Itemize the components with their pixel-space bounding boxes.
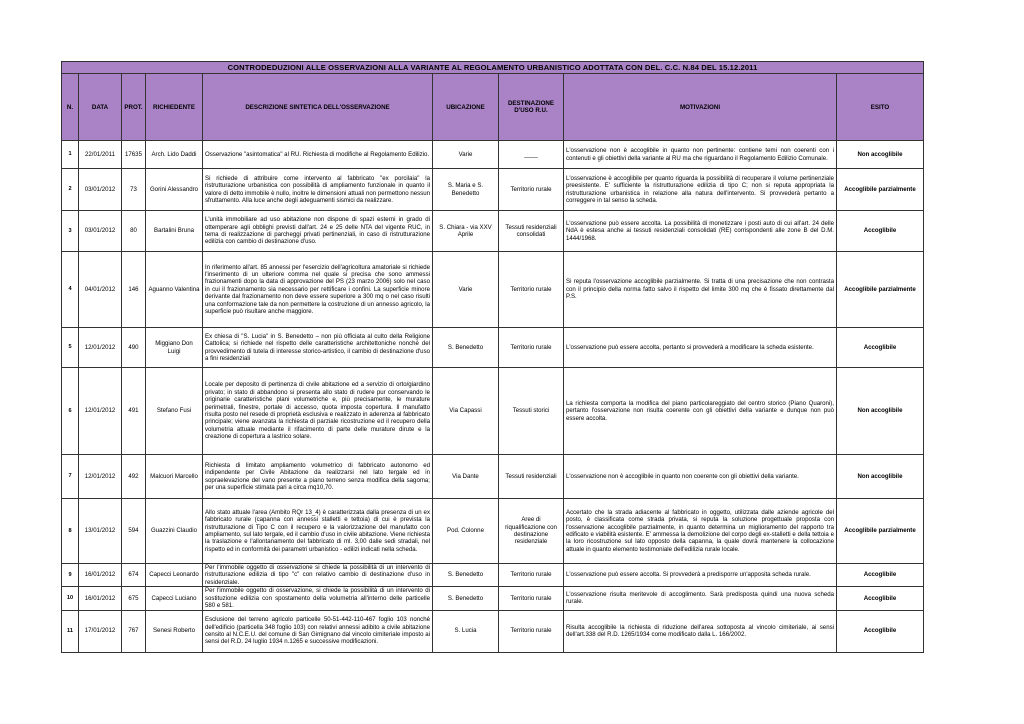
cell-descrizione: Ex chiesa di "S. Lucia" in S. Benedetto – non più officiata al culto della Religione Cattolica; si richiede nel rispetto delle caratteristiche architettoniche nonché del provvedimento di tutela di interesse storico-artistico, il cambio di destinazione d'uso a fini residenziali bbox=[203, 328, 433, 368]
cell-ubicazione: Pod. Colonne bbox=[433, 499, 499, 564]
cell-richiedente: Gorini Alessandro bbox=[146, 169, 203, 211]
header-motivazioni: MOTIVAZIONI bbox=[564, 74, 837, 141]
cell-data: 17/01/2012 bbox=[79, 610, 122, 652]
table-row bbox=[62, 499, 924, 564]
cell-prot: 17635 bbox=[122, 141, 146, 169]
cell-data: 22/01/2011 bbox=[79, 141, 122, 169]
cell-data: 13/01/2012 bbox=[79, 499, 122, 564]
cell-prot: 767 bbox=[122, 610, 146, 652]
cell-data: 12/01/2012 bbox=[79, 455, 122, 499]
cell-motivazioni: La richiesta comporta la modifica del piano particolareggiato del centro storico (Piano Quaroni), pertanto l'osservazione non risulta coerente con gli obiettivi della variante e dunque non può essere accolta. bbox=[564, 368, 837, 455]
cell-destinazione: Tessuti residenziali bbox=[499, 455, 564, 499]
cell-n: 10 bbox=[62, 587, 79, 610]
cell-motivazioni: L'osservazione non è accoglibile in quanto non coerente con gli obiettivi della variante. bbox=[564, 455, 837, 499]
cell-richiedente: Aguanno Valentina bbox=[146, 252, 203, 328]
header-descrizione: DESCRIZIONE SINTETICA DELL'OSSERVAZIONE bbox=[203, 74, 433, 141]
cell-esito: Accoglibile bbox=[837, 587, 924, 610]
cell-esito: Non accoglibile bbox=[837, 141, 924, 169]
cell-ubicazione: S. Lucia bbox=[433, 610, 499, 652]
cell-n: 5 bbox=[62, 328, 79, 368]
cell-data: 16/01/2012 bbox=[79, 564, 122, 587]
cell-descrizione: Richiesta di limitato ampliamento volumetrico di fabbricato autonomo ed indipendente per Civile Abitazione da realizzarsi nel lato tergale ed in sopraelevazione del vano presente a piano terreno senza modifica della sagoma; per una superficie stimata pari a circa mq10,70. bbox=[203, 455, 433, 499]
cell-data: 12/01/2012 bbox=[79, 368, 122, 455]
cell-data: 03/01/2012 bbox=[79, 211, 122, 252]
cell-ubicazione: Varie bbox=[433, 252, 499, 328]
cell-esito: Accoglibile bbox=[837, 610, 924, 652]
cell-data: 16/01/2012 bbox=[79, 587, 122, 610]
header-row bbox=[62, 74, 924, 141]
cell-descrizione: Locale per deposito di pertinenza di civile abitazione ed a servizio di orto/giardino privato; in stato di abbandono si presenta allo stato di rudere pur conservando le originarie caratteristiche plani volumetriche e, più precisamente, le murature perimetrali, finestre, portale di accesso, quota imposta copertura. Il manufatto risulta posto nel resede di proprietà esclusiva e realizzato in aderenza al fabbricato principale; viene avanzata la richiesta di parziale ricostruzione ed il recupero della volumetria attuale mediante il rifacimento di parte delle murature dirute e la creazione di copertura a lastrico solare. bbox=[203, 368, 433, 455]
table-row bbox=[62, 368, 924, 455]
cell-richiedente: Stefano Fusi bbox=[146, 368, 203, 455]
cell-richiedente: Guazzini Claudio bbox=[146, 499, 203, 564]
observations-table bbox=[61, 61, 924, 653]
cell-destinazione: Tessuti storici bbox=[499, 368, 564, 455]
cell-esito: Accoglibile parzialmente bbox=[837, 169, 924, 211]
cell-prot: 594 bbox=[122, 499, 146, 564]
cell-descrizione: Allo stato attuale l'area (Ambito RQr 13_4) è caratterizzata dalla presenza di un ex fabbricato rurale (capanna con annessi stalletti e tettoia) di cui è prevista la ristrutturazione di Tipo C con il recupero e la valorizzazione del manufatto con ampliamento, sul lato tergale, ed il cambio d'uso in civile abitazione. Viene richiesta la traslazione e l'allontanamento del fabbricato di ml. 3,00 dalle sedi stradali, nel rispetto ed in conformità dei parametri urbanistico - edilizi indicati nella scheda. bbox=[203, 499, 433, 564]
cell-destinazione: Territorio rurale bbox=[499, 252, 564, 328]
cell-n: 1 bbox=[62, 141, 79, 169]
cell-prot: 675 bbox=[122, 587, 146, 610]
cell-esito: Non accoglibile bbox=[837, 455, 924, 499]
cell-esito: Accoglibile bbox=[837, 211, 924, 252]
cell-n: 7 bbox=[62, 455, 79, 499]
header-n: N. bbox=[62, 74, 79, 141]
table-title: CONTRODEDUZIONI ALLE OSSERVAZIONI ALLA VARIANTE AL REGOLAMENTO URBANISTICO ADOTTATA CON DEL. C.C. N.84 DEL 15.12.2011 bbox=[62, 62, 924, 74]
cell-richiedente: Capecci Luciano bbox=[146, 587, 203, 610]
cell-n: 9 bbox=[62, 564, 79, 587]
cell-destinazione: Territorio rurale bbox=[499, 587, 564, 610]
table-row bbox=[62, 169, 924, 211]
cell-esito: Non accoglibile bbox=[837, 368, 924, 455]
header-esito: ESITO bbox=[837, 74, 924, 141]
cell-richiedente: Malcuori Marcello bbox=[146, 455, 203, 499]
header-richiedente: RICHIEDENTE bbox=[146, 74, 203, 141]
cell-destinazione: Territorio rurale bbox=[499, 564, 564, 587]
cell-n: 2 bbox=[62, 169, 79, 211]
cell-ubicazione: S. Chiara - via XXV Aprile bbox=[433, 211, 499, 252]
cell-n: 4 bbox=[62, 252, 79, 328]
cell-prot: 73 bbox=[122, 169, 146, 211]
cell-motivazioni: L'osservazione non è accoglibile in quanto non pertinente: contiene temi non coerenti con i contenuti e gli obiettivi della variante al RU ma che riguardano il Regolamento Edilizio Comunale. bbox=[564, 141, 837, 169]
cell-richiedente: Arch. Lido Daddi bbox=[146, 141, 203, 169]
cell-descrizione: Per l'immobile oggetto di osservazione, si chiede la possibilità di un intervento di sostituzione edilizia con spostamento della volumetria all'interno delle particelle 580 e 581. bbox=[203, 587, 433, 610]
cell-esito: Accoglibile parzialmente bbox=[837, 499, 924, 564]
cell-prot: 490 bbox=[122, 328, 146, 368]
cell-esito: Accoglibile bbox=[837, 564, 924, 587]
cell-data: 04/01/2012 bbox=[79, 252, 122, 328]
cell-destinazione: Aree di riqualificazione con destinazione residenziale bbox=[499, 499, 564, 564]
table-row bbox=[62, 141, 924, 169]
cell-ubicazione: Varie bbox=[433, 141, 499, 169]
cell-n: 3 bbox=[62, 211, 79, 252]
cell-esito: Accoglibile parzialmente bbox=[837, 252, 924, 328]
cell-motivazioni: L'osservazione può essere accolta, pertanto si provvederà a modificare la scheda esistente. bbox=[564, 328, 837, 368]
cell-motivazioni: L'osservazione può essere accolta. La possibilità di monetizzare i posti auto di cui all'art. 24 delle NdA è estesa anche ai tessuti residenziali consolidati (RE) corrispondenti alle zone B del D.M. 1444/1968. bbox=[564, 211, 837, 252]
header-prot: PROT. bbox=[122, 74, 146, 141]
cell-data: 12/01/2012 bbox=[79, 328, 122, 368]
cell-ubicazione: Via Capassi bbox=[433, 368, 499, 455]
cell-n: 11 bbox=[62, 610, 79, 652]
cell-ubicazione: S. Benedetto bbox=[433, 587, 499, 610]
cell-motivazioni: L'osservazione è accoglibile per quanto riguarda la possibilità di recuperare il volume pertinenziale preesistente. E' sufficiente la ristrutturazione edilizia di tipo C; non si reputa appropriata la ristrutturazione urbanistica in relazione alla natura dell'intervento. Si provvederà pertanto a correggere in tal senso la scheda. bbox=[564, 169, 837, 211]
cell-prot: 80 bbox=[122, 211, 146, 252]
cell-ubicazione: S. Maria e S. Benedetto bbox=[433, 169, 499, 211]
cell-esito: Accoglibile bbox=[837, 328, 924, 368]
cell-descrizione: Per l'immobile oggetto di osservazione si chiede la possibilità di un intervento di ristrutturazione edilizia di tipo "c" con relativo cambio di destinazione d'uso in residenziale. bbox=[203, 564, 433, 587]
cell-ubicazione: Via Dante bbox=[433, 455, 499, 499]
cell-richiedente: Senesi Roberto bbox=[146, 610, 203, 652]
cell-n: 8 bbox=[62, 499, 79, 564]
cell-prot: 674 bbox=[122, 564, 146, 587]
cell-motivazioni: Accertato che la strada adiacente al fabbricato in oggetto, utilizzata dalle aziende agricole del posto, è classificata come strada privata, si reputa la soluzione progettuale proposta con l'osservazione accoglibile parzialmente, in quanto determina un miglioramento del rapporto tra edificato e viabilità esistente. E' ammessa la demolizione del corpo degli ex-stalletti e della tettoia e la loro ricostruzione sul lato opposto della capanna, la quale dovrà mantenere la collocazione attuale in quanto elemento testimoniale dell'edilizia rurale locale. bbox=[564, 499, 837, 564]
cell-motivazioni: Si reputa l'osservazione accoglibile parzialmente. Si tratta di una precisazione che non contrasta con il principio della norma fatto salvo il rispetto del limite 300 mq che è fissato direttamente dal P.S. bbox=[564, 252, 837, 328]
table-row bbox=[62, 587, 924, 610]
cell-destinazione: Territorio rurale bbox=[499, 328, 564, 368]
cell-richiedente: Capecci Leonardo bbox=[146, 564, 203, 587]
table-row bbox=[62, 328, 924, 368]
cell-destinazione: Territorio rurale bbox=[499, 169, 564, 211]
table-row bbox=[62, 455, 924, 499]
cell-motivazioni: L'osservazione può essere accolta. Si provvederà a predisporre un'apposita scheda rurale. bbox=[564, 564, 837, 587]
cell-descrizione: Si richiede di attribuire come intervento al fabbricato "ex porcilaia" la ristrutturazione urbanistica con possibilità di ampliamento funzionale in quanto il valore di detto immobile è nullo, inoltre le dimensioni attuali non permettono nessun sfruttamento. Alla luce anche degli adeguamenti sismici da realizzare. bbox=[203, 169, 433, 211]
table-row bbox=[62, 211, 924, 252]
table-row bbox=[62, 252, 924, 328]
table-row bbox=[62, 564, 924, 587]
cell-ubicazione: S. Benedetto bbox=[433, 328, 499, 368]
cell-ubicazione: S. Benedetto bbox=[433, 564, 499, 587]
header-ubicazione: UBICAZIONE bbox=[433, 74, 499, 141]
cell-descrizione: L'unità immobiliare ad uso abitazione non dispone di spazi esterni in grado di ottemperare agli obblighi previsti dall'art. 24 e 25 delle NTA del vigente RUC, in tema di realizzazione di parcheggi privati pertinenziali, in caso di ristrutturazione edilizia con cambio di destinazione d'uso. bbox=[203, 211, 433, 252]
cell-n: 6 bbox=[62, 368, 79, 455]
cell-motivazioni: L'osservazione risulta meritevole di accoglimento. Sarà predisposta quindi una nuova scheda rurale. bbox=[564, 587, 837, 610]
cell-data: 03/01/2012 bbox=[79, 169, 122, 211]
cell-richiedente: Bartalini Bruna bbox=[146, 211, 203, 252]
cell-destinazione: Tessuti residenziali consolidati bbox=[499, 211, 564, 252]
cell-descrizione: Osservazione "asintomatica" al RU. Richiesta di modifiche al Regolamento Edilizio. bbox=[203, 141, 433, 169]
header-data: DATA bbox=[79, 74, 122, 141]
cell-destinazione: Territorio rurale bbox=[499, 610, 564, 652]
cell-richiedente: Miggiano Don Luigi bbox=[146, 328, 203, 368]
cell-prot: 491 bbox=[122, 368, 146, 455]
header-destinazione: DESTINAZIONE D'USO R.U. bbox=[499, 74, 564, 141]
cell-destinazione: ____ bbox=[499, 141, 564, 169]
cell-motivazioni: Risulta accoglibile la richiesta di riduzione dell'area sottoposta al vincolo cimiteriale, ai sensi dell'art.338 del R.D. 1265/1934 come modificato dalla L. 166/2002. bbox=[564, 610, 837, 652]
table-row bbox=[62, 610, 924, 652]
cell-descrizione: In riferimento all'art. 85 annessi per l'esercizio dell'agricoltura amatoriale si richiede l'inserimento di un ulteriore comma nel quale si precisa che sono ammessi frazionamenti dopo la data di approvazione del PS (23 marzo 2006) solo nel caso in cui il frazionamento sia necessario per rettificare i confini. La superficie minore derivante dal frazionamento non deve essere superiore a 300 mq o nel caso risulti una conformazione tale da non permettere la costruzione di un annesso agricolo, la superficie può risultare anche maggiore. bbox=[203, 252, 433, 328]
cell-prot: 492 bbox=[122, 455, 146, 499]
cell-prot: 146 bbox=[122, 252, 146, 328]
cell-descrizione: Esclusione del terreno agricolo particelle 50-51-442-110-467 foglio 103 nonché dell'edificio (particella 348 foglio 103) con relativi annessi adibito a civile abitazione censito al N.C.E.U. del comune di San Gimignano dal vincolo cimiteriale imposto ai sensi del R.D. 24 luglio 1934 n.1265 e successive modificazioni. bbox=[203, 610, 433, 652]
